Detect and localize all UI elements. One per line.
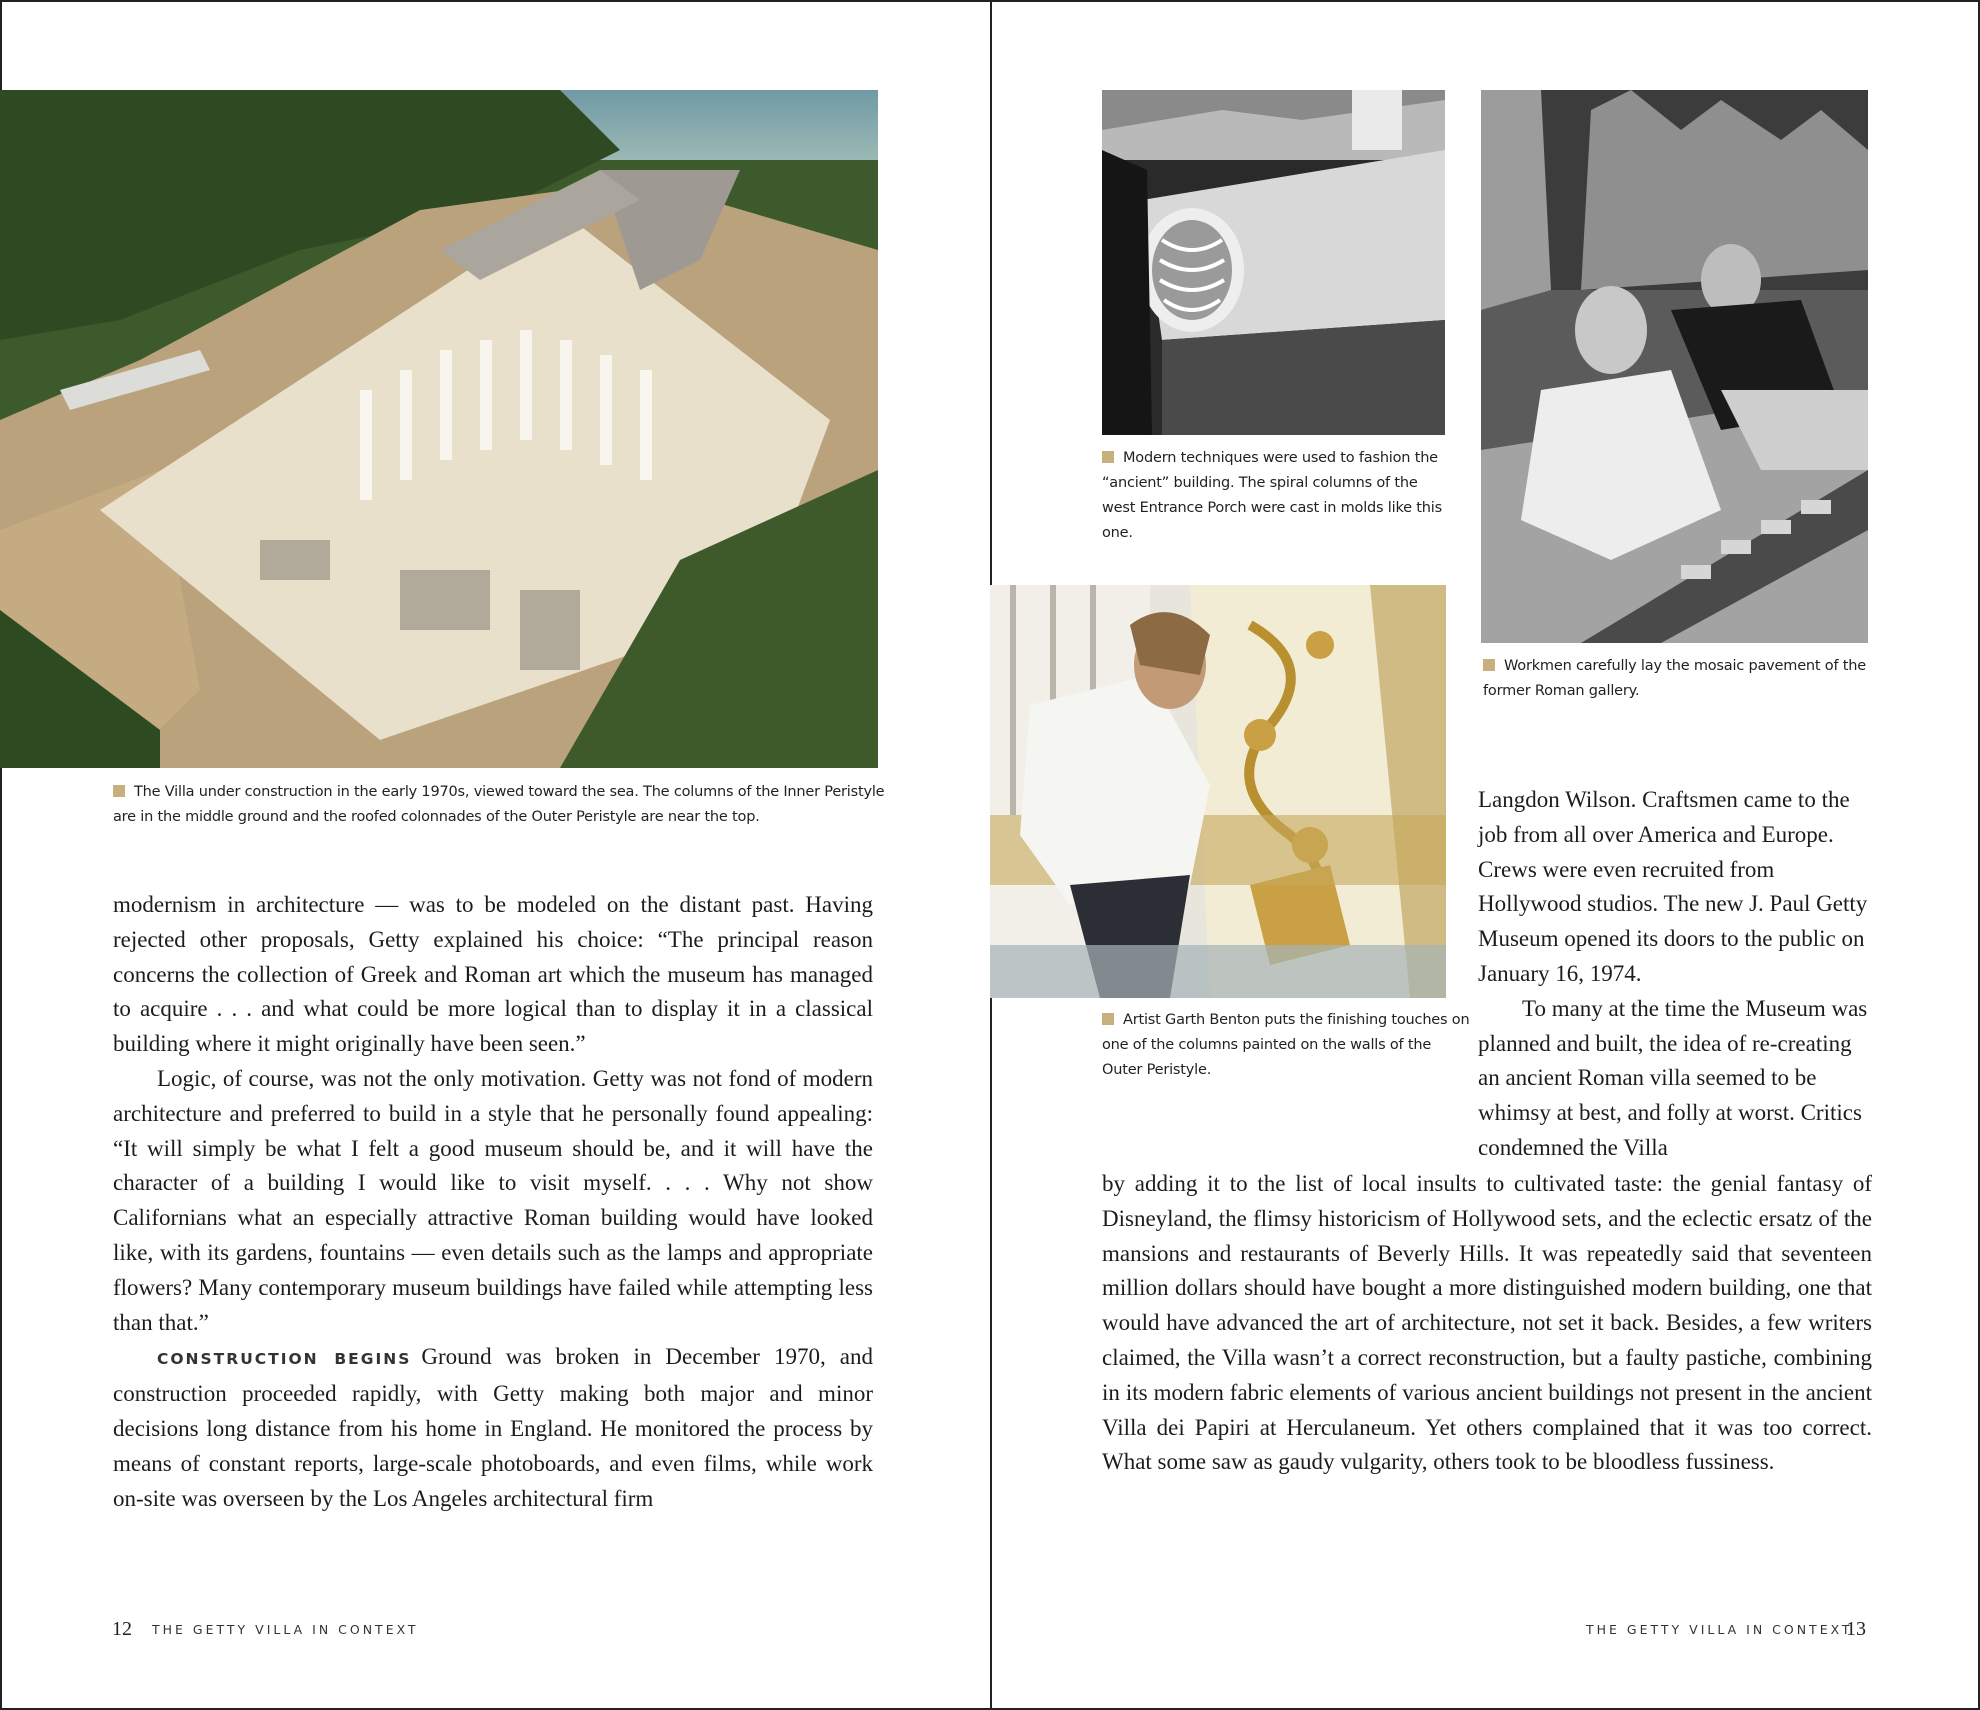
mosaic-caption [1483,654,1873,704]
construction-caption-text: The Villa under construction in the early 1970s, viewed toward the sea. The columns of the Inner Peristyle are in the middle ground and the roofed colonnades of the Outer Peristyle are near the top. [113,784,885,825]
construction-photo [0,90,878,768]
right-wide-column [1102,1167,1872,1480]
caption-bullet-icon [1102,1013,1114,1025]
mosaic-photo [1481,90,1868,643]
mold-photo [1102,90,1445,435]
artist-caption-text: Artist Garth Benton puts the finishing touches on one of the columns painted on the walls of the Outer Peristyle. [1102,1012,1470,1078]
left-running-footer: THE GETTY VILLA IN CONTEXT [152,1622,419,1637]
right-page-number: 13 [1846,1618,1866,1640]
caption-bullet-icon [113,785,125,797]
left-paragraph-1: modernism in architecture — was to be modeled on the distant past. Having rejected other proposals, Getty explained his choice: “The principal reason concerns the collection of Greek and Roman art which the museum has managed to acquire . . . and what could be more logical than to display it in a classical building where it might originally have been seen.” [113,892,873,1057]
right-wide-paragraph: by adding it to the list of local insults to cultivated taste: the genial fantasy of Disneyland, the flimsy historicism of Hollywood sets, and the eclectic ersatz of the mansions and restaurants of Beverly Hills. It was repeatedly said that seventeen million dollars should have bought a more distinguished modern building, one that would have advanced the art of architecture, not set it back. Besides, a few writers claimed, the Villa wasn’t a correct reconstruction, but a faulty pastiche, combining in its modern fabric elements of various ancient buildings not present in the ancient Villa dei Papiri at Herculaneum. Yet others complained that it was too correct. What some saw as gaudy vulgarity, others took to be bloodless fussiness. [1102,1171,1872,1475]
left-paragraph-2: Logic, of course, was not the only motivation. Getty was not fond of modern architecture and preferred to build in a style that he personally found appealing: “It will simply be what I felt a good museum should be, and it will have the character of a building I would like to visit myself. . . . Why not show Californians what an especially attractive Roman building would have looked like, with its gardens, fountains — even details such as the lamps and appropriate flowers? Many contemporary museum buildings have failed while attempting less than that.” [113,1065,873,1335]
section-heading: CONSTRUCTION BEGINS [157,1350,412,1369]
left-body-text [113,888,873,1516]
construction-caption [113,780,903,830]
caption-bullet-icon [1483,659,1495,671]
artist-caption [1102,1008,1472,1083]
section-paragraph-text: Ground was broken in December 1970, and construction proceeded rapidly, with Getty making both major and minor decisions long distance from his home in England. He monitored the process by means of constant reports, large-scale photoboards, and even films, while work on-site was overseen by the Los Angeles architectural firm [113,1344,873,1511]
construction-begins-paragraph [113,1340,873,1516]
right-running-footer: THE GETTY VILLA IN CONTEXT [1586,1622,1853,1637]
mold-caption-text: Modern techniques were used to fashion the “ancient” building. The spiral columns of the west Entrance Porch were cast in molds like this one. [1102,450,1442,541]
artist-photo [990,585,1446,998]
right-narrow-paragraph-1: Langdon Wilson. Craftsmen came to the job from all over America and Europe. Crews were even recruited from Hollywood studios. The new J. Paul Getty Museum opened its doors to the public on January 16, 1974. [1478,787,1868,986]
mold-caption [1102,446,1447,546]
right-narrow-column [1478,783,1870,1166]
mosaic-caption-text: Workmen carefully lay the mosaic pavement of the former Roman gallery. [1483,658,1866,699]
right-narrow-paragraph-2: To many at the time the Museum was planned and built, the idea of re-creating an ancient Roman villa seemed to be whimsy at best, and folly at worst. Critics condemned the Villa [1478,995,1868,1160]
caption-bullet-icon [1102,451,1114,463]
left-page-number: 12 [112,1618,132,1640]
